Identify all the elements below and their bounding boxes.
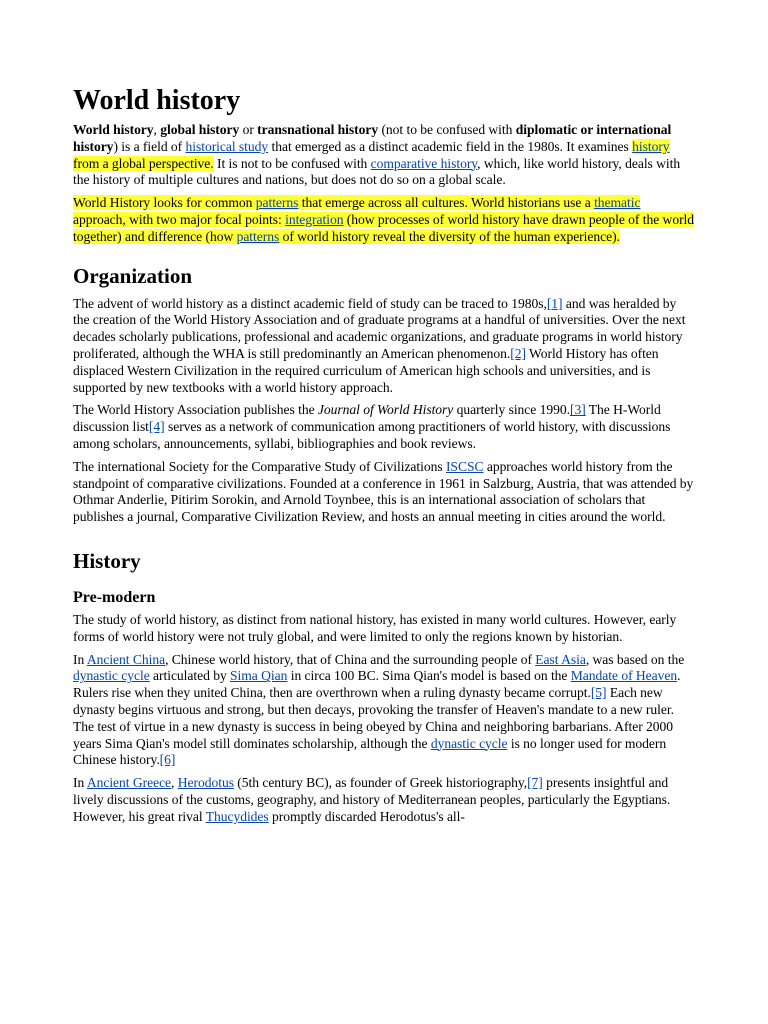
organization-paragraph-2: The World History Association publishes the Journal of World History quarterly since 1990.[3] The H-World discussion list[4] serves as a network of communication among practitioners of world history, with discussions among scholars, announcements, syllabi, bibliographies and book reviews.	[73, 402, 671, 451]
page-title: World history	[73, 85, 241, 116]
history-paragraph-1: The study of world history, as distinct from national history, has existed in many world cultures. However, early forms of world history were not truly global, and were limited to only the regions known by historian.	[73, 611, 677, 644]
link-iscsc[interactable]: ISCSC	[445, 458, 484, 474]
link-patterns[interactable]: patterns	[255, 195, 299, 211]
reference-link[interactable]: [6]	[159, 752, 176, 768]
reference-link[interactable]: [2]	[510, 345, 526, 361]
history-paragraph-3: In Ancient Greece, Herodotus (5th century BC), as founder of Greek historiography,[7] presents insightful and lively discussions of the customs, geography, and history of Mediterranean peoples, particularly the Egyptians. However, his great rival Thucydides promptly discarded Herodotus's all-	[73, 775, 671, 824]
reference-link[interactable]: [7]	[527, 775, 543, 791]
article-body	[73, 0, 695, 832]
link-ancient-greece[interactable]: Ancient Greece	[86, 775, 172, 791]
reference-link[interactable]: [1]	[546, 295, 563, 311]
link-mandate-of-heaven[interactable]: Mandate of Heaven	[570, 668, 678, 684]
reference-link[interactable]: [4]	[148, 419, 165, 435]
bold-term: global history	[160, 122, 240, 137]
link-patterns[interactable]: patterns	[236, 228, 280, 244]
subsection-heading-pre-modern: Pre-modern	[73, 588, 156, 606]
journal-title: Journal of World History	[317, 402, 454, 418]
highlight: World History looks for common patterns that emerge across all cultures. World historians use a thematic approach, with two major focal points: integration (how processes of world history have drawn people of the world together) and difference (how patterns of world history reveal the diversity of the human experience).	[73, 195, 695, 244]
link-sima-qian[interactable]: Sima Qian	[230, 668, 288, 684]
bold-term: World history	[73, 122, 154, 137]
link-east-asia[interactable]: East Asia	[535, 651, 586, 667]
section-heading-organization: Organization	[73, 263, 192, 288]
bold-term: diplomatic or international history	[73, 122, 672, 154]
intro-paragraph-1: World history, global history or transnational history (not to be confused with diplomatic or international history) is a field of historical study that emerged as a distinct academic field in the 1980s. It examines history from a global perspective. It is not to be confused with comparative history, which, like world history, deals with the history of multiple cultures and nations, but does not do so on a global scale.	[73, 122, 681, 188]
link-ancient-china[interactable]: Ancient China	[86, 651, 166, 667]
reference-link[interactable]: [3]	[569, 402, 586, 418]
link-dynastic-cycle[interactable]: dynastic cycle	[430, 735, 508, 751]
reference-link[interactable]: [5]	[590, 685, 607, 701]
link-comparative-history[interactable]: comparative history	[370, 155, 478, 171]
section-heading-history: History	[73, 548, 141, 573]
history-paragraph-2: In Ancient China, Chinese world history, that of China and the surrounding people of East Asia, was based on the dynastic cycle articulated by Sima Qian in circa 100 BC. Sima Qian's model is based on the Mandate of Heaven. Rulers rise when they united China, then are overthrown when a ruling dynasty became corrupt.[5] Each new dynasty begins virtuous and strong, but then decays, provoking the transfer of Heaven's mandate to a new ruler. The test of virtue in a new dynasty is success in being obeyed by China and neighboring barbarians. After 2000 years Sima Qian's model still dominates scholarship, although the dynastic cycle is no longer used for modern Chinese history.[6]	[73, 651, 685, 768]
highlight: history from a global perspective.	[73, 138, 670, 171]
organization-paragraph-1: The advent of world history as a distinct academic field of study can be traced to 1980s,[1] and was heralded by the creation of the World History Association and of graduate programs at a handful of universities. Over the next decades scholarly publications, professional and academic organizations, and graduate programs in world history proliferated, although the WHA is still predominantly an American phenomenon.[2] World History has often displaced Western Civilization in the required curriculum of American high schools and universities, and is supported by new textbooks with a world history approach.	[73, 295, 686, 395]
link-dynastic-cycle[interactable]: dynastic cycle	[73, 668, 150, 684]
link-integration[interactable]: integration	[285, 211, 344, 227]
link-herodotus[interactable]: Herodotus	[177, 775, 234, 791]
link-thematic[interactable]: thematic	[594, 195, 641, 211]
bold-term: transnational history	[257, 122, 379, 137]
link-thucydides[interactable]: Thucydides	[205, 808, 269, 824]
intro-paragraph-2	[73, 195, 695, 245]
link-history[interactable]: history	[632, 138, 670, 154]
link-historical-study[interactable]: historical study	[185, 138, 269, 154]
organization-paragraph-3: The international Society for the Comparative Study of Civilizations ISCSC approaches world history from the standpoint of comparative civilizations. Founded at a conference in 1961 in Salzburg, Austria, that was attended by Othmar Anderlie, Pitirim Sorokin, and Arnold Toynbee, this is an international association of scholars that publishes a journal, Comparative Civilization Review, and hosts an annual meeting in cities around the world.	[73, 458, 694, 525]
